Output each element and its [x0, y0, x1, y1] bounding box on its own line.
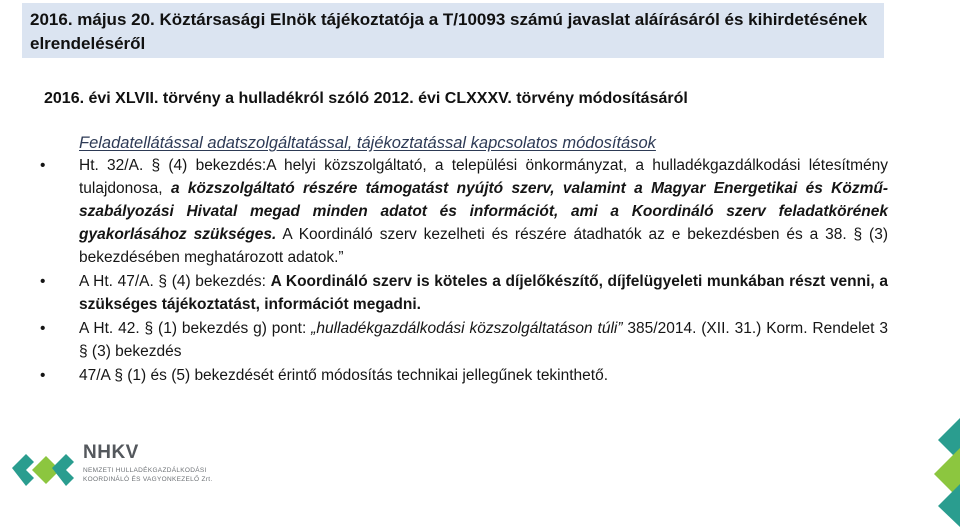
- bullet-text: Ht. 32/A. § (4) bekezdés:A helyi közszolgáltató, a települési önkormányzat, a hulladékgazdálkodási létesítmény tulajdonosa,: [79, 157, 888, 197]
- logo-name: NHKV: [83, 442, 139, 463]
- list-item: [40, 364, 888, 387]
- list-item: [40, 154, 888, 269]
- bullet-list: [40, 154, 888, 388]
- bullet-text: 385/2014. (XII. 31.) Korm. Rendelet 3 § (3) bekezdés: [79, 320, 888, 360]
- logo-arrow-teal-2: [52, 454, 74, 486]
- bullet-text: A Ht. 42. § (1) bekezdés g) pont:: [79, 320, 312, 337]
- bullet-icon: •: [40, 367, 46, 384]
- bullet-text: 47/A § (1) és (5) bekezdését érintő módosítás technikai jellegűnek tekinthető.: [79, 367, 609, 384]
- bullet-icon: •: [40, 273, 46, 290]
- bullet-icon: •: [40, 320, 46, 337]
- nhkv-logo-icon: [8, 440, 78, 496]
- page-title: 2016. május 20. Köztársasági Elnök tájékoztatója a T/10093 számú javaslat aláírásáról és kihirdetésének elrendeléséről: [30, 10, 868, 53]
- bullet-text: A Koordináló szerv kezelheti és részére átadhatók az e bekezdésben és a 38. § (3) bekezdésében meghatározott adatok.”: [79, 226, 888, 266]
- law-title: 2016. évi XLVII. törvény a hulladékról szóló 2012. évi CLXXXV. törvény módosításáról: [44, 90, 688, 107]
- logo-subtitle-line: NEMZETI HULLADÉKGAZDÁLKODÁSI: [83, 467, 207, 474]
- list-item: [40, 270, 888, 316]
- bullet-icon: •: [40, 157, 46, 174]
- logo-subtitle-line: KOORDINÁLÓ ÉS VAGYONKEZELŐ Zrt.: [83, 476, 213, 483]
- bullet-text: A Ht. 47/A. § (4) bekezdés:: [79, 273, 271, 290]
- bullet-emphasis: A Koordináló szerv is köteles a díjelőkészítő, díjfelügyeleti munkában részt venni, a szükséges tájékoztatást, információt megadni.: [79, 273, 889, 313]
- logo-arrow-teal: [12, 454, 34, 486]
- list-item: [40, 317, 888, 363]
- header-bar: [22, 3, 884, 58]
- corner-arrows-icon: [898, 418, 960, 527]
- bullet-emphasis: a közszolgáltató részére támogatást nyújtó szerv, valamint a Magyar Energetikai és Közmű-szabályozási Hivatal megad minden adatot és információt, ami a Koordináló szerv feladatkörének gyakorlásához szükséges.: [79, 180, 888, 243]
- logo-subtitle: [83, 466, 212, 484]
- bullet-quote: „hulladékgazdálkodási közszolgáltatáson túli”: [311, 320, 623, 337]
- section-heading: Feladatellátással adatszolgáltatással, tájékoztatással kapcsolatos módosítások: [79, 134, 656, 152]
